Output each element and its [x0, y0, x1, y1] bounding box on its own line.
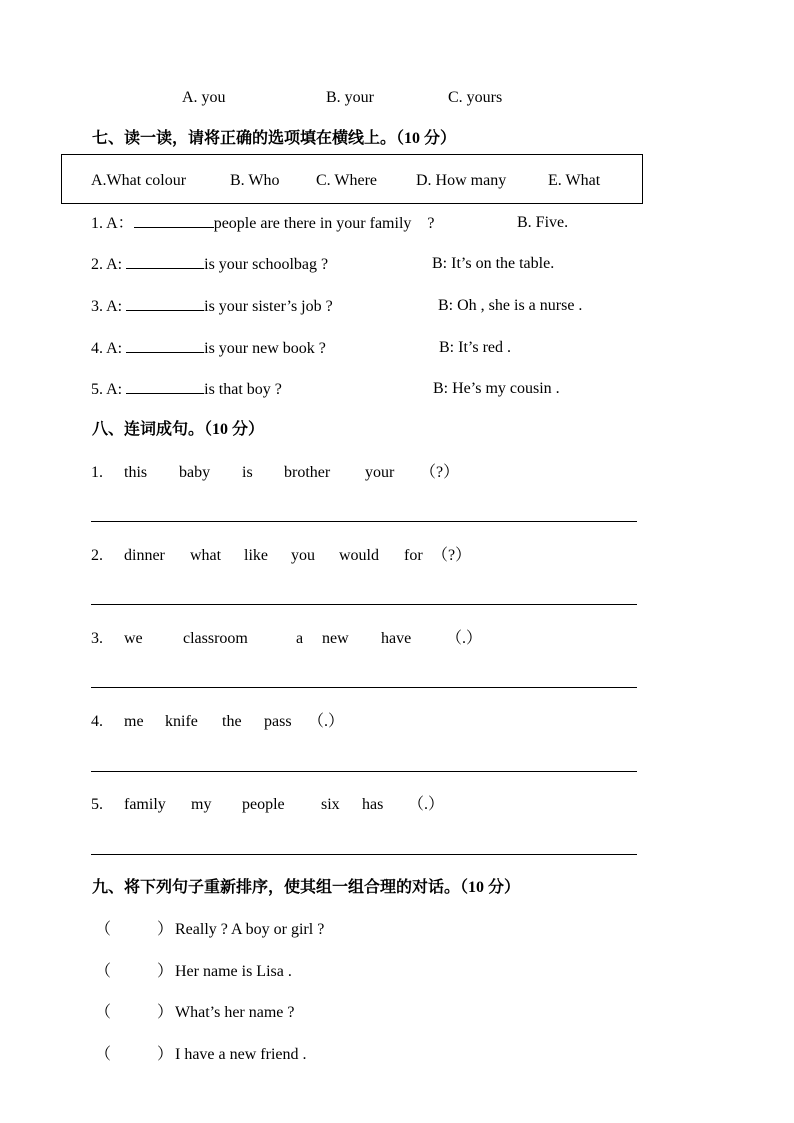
- s8-q3-punct: （.）: [446, 630, 483, 647]
- answer-line-3[interactable]: [91, 687, 637, 688]
- s8-q3-word: classroom: [183, 630, 248, 647]
- s7-q3-answer: B: Oh , she is a nurse .: [438, 297, 583, 314]
- s7-question-3: [91, 296, 333, 317]
- s7-question-1: [91, 213, 435, 234]
- s8-q1-punct: （?）: [420, 464, 460, 481]
- s7-q4-number: 4. A:: [91, 340, 123, 357]
- s8-q3-word: have: [381, 630, 412, 647]
- answer-line-2[interactable]: [91, 604, 637, 605]
- s9-q2-open: （: [95, 963, 112, 980]
- s9-q3-order-blank[interactable]: [113, 1003, 155, 1023]
- section7-heading: 七、读一读，请将正确的选项填在横线上。（10 分）: [92, 130, 457, 147]
- option-c: C. yours: [448, 89, 503, 106]
- s7-question-2: [91, 254, 328, 275]
- option-b: B. your: [326, 89, 374, 106]
- s8-q3-number: 3.: [91, 630, 103, 647]
- s8-q3-word: a: [296, 630, 304, 647]
- s8-q4-word: the: [222, 713, 242, 730]
- s8-q3-word: we: [124, 630, 143, 647]
- s9-q1-open: （: [95, 921, 112, 938]
- s8-q1-word: this: [124, 464, 148, 481]
- s9-q2-order-blank[interactable]: [113, 962, 155, 982]
- s7-q5-blank[interactable]: [126, 379, 204, 394]
- s8-q1-word: your: [365, 464, 395, 481]
- s7-q4-blank[interactable]: [126, 338, 204, 353]
- s9-q4-close: ）: [157, 1046, 174, 1063]
- s8-q1-word: is: [242, 464, 253, 481]
- choice-d: D. How many: [416, 172, 507, 189]
- s9-q4-open: （: [95, 1046, 112, 1063]
- s7-q2-blank[interactable]: [126, 254, 204, 269]
- s8-q2-word: what: [190, 547, 222, 564]
- s7-q2-number: 2. A:: [91, 256, 123, 273]
- s8-q5-word: my: [191, 796, 212, 813]
- s8-q4-word: knife: [165, 713, 198, 730]
- s8-q2-word: you: [291, 547, 315, 564]
- s7-q2-answer: B: It’s on the table.: [432, 255, 555, 272]
- s9-q2-text: Her name is Lisa .: [175, 963, 292, 980]
- s8-q2-word: would: [339, 547, 379, 564]
- s8-q4-word: pass: [264, 713, 292, 730]
- section9-heading: 九、将下列句子重新排序，使其组一组合理的对话。（10 分）: [92, 879, 521, 896]
- s7-q3-text: is your sister’s job ?: [204, 298, 333, 315]
- answer-line-4[interactable]: [91, 771, 637, 772]
- s9-q3-open: （: [95, 1004, 112, 1021]
- s8-q4-word: me: [124, 713, 144, 730]
- s8-q2-punct: （?）: [432, 547, 472, 564]
- s9-q1-close: ）: [157, 921, 174, 938]
- s9-q4-text: I have a new friend .: [175, 1046, 307, 1063]
- s7-q1-blank[interactable]: [134, 213, 214, 228]
- choice-c: C. Where: [316, 172, 378, 189]
- choice-b: B. Who: [230, 172, 280, 189]
- answer-line-5[interactable]: [91, 854, 637, 855]
- s7-q3-number: 3. A:: [91, 298, 123, 315]
- s8-q5-word: six: [321, 796, 340, 813]
- s7-q4-answer: B: It’s red .: [439, 339, 511, 356]
- s8-q1-word: brother: [284, 464, 331, 481]
- choice-a: A.What colour: [91, 172, 187, 189]
- section8-heading: 八、连词成句。（10 分）: [92, 421, 265, 438]
- s9-q4-order-blank[interactable]: [113, 1045, 155, 1065]
- answer-line-1[interactable]: [91, 521, 637, 522]
- s8-q3-word: new: [322, 630, 349, 647]
- s7-q5-number: 5. A:: [91, 381, 123, 398]
- s8-q1-number: 1.: [91, 464, 103, 481]
- s9-q3-text: What’s her name ?: [175, 1004, 295, 1021]
- s7-q1-answer: B. Five.: [517, 214, 569, 231]
- s7-q3-blank[interactable]: [126, 296, 204, 311]
- s7-q5-answer: B: He’s my cousin .: [433, 380, 560, 397]
- s7-q5-text: is that boy ?: [204, 381, 282, 398]
- s7-question-4: [91, 338, 326, 359]
- s9-q1-order-blank[interactable]: [113, 920, 155, 940]
- s7-question-5: [91, 379, 282, 400]
- s8-q5-punct: （.）: [408, 796, 445, 813]
- s8-q2-word: dinner: [124, 547, 165, 564]
- s8-q2-word: for: [404, 547, 423, 564]
- s7-q2-text: is your schoolbag ?: [204, 256, 329, 273]
- s7-q1-text: people are there in your family ?: [213, 215, 435, 232]
- s8-q4-punct: （.）: [308, 713, 345, 730]
- s8-q5-number: 5.: [91, 796, 103, 813]
- s9-q2-close: ）: [157, 963, 174, 980]
- s8-q5-word: family: [124, 796, 166, 813]
- s8-q5-word: people: [242, 796, 285, 813]
- s9-q1-text: Really ? A boy or girl ?: [175, 921, 325, 938]
- choice-e: E. What: [548, 172, 601, 189]
- s8-q4-number: 4.: [91, 713, 103, 730]
- s7-q4-text: is your new book ?: [204, 340, 326, 357]
- s8-q2-word: like: [244, 547, 268, 564]
- s8-q2-number: 2.: [91, 547, 103, 564]
- s8-q5-word: has: [362, 796, 384, 813]
- s7-q1-number: 1. A：: [91, 215, 134, 232]
- s9-q3-close: ）: [157, 1004, 174, 1021]
- option-a: A. you: [182, 89, 226, 106]
- s8-q1-word: baby: [179, 464, 211, 481]
